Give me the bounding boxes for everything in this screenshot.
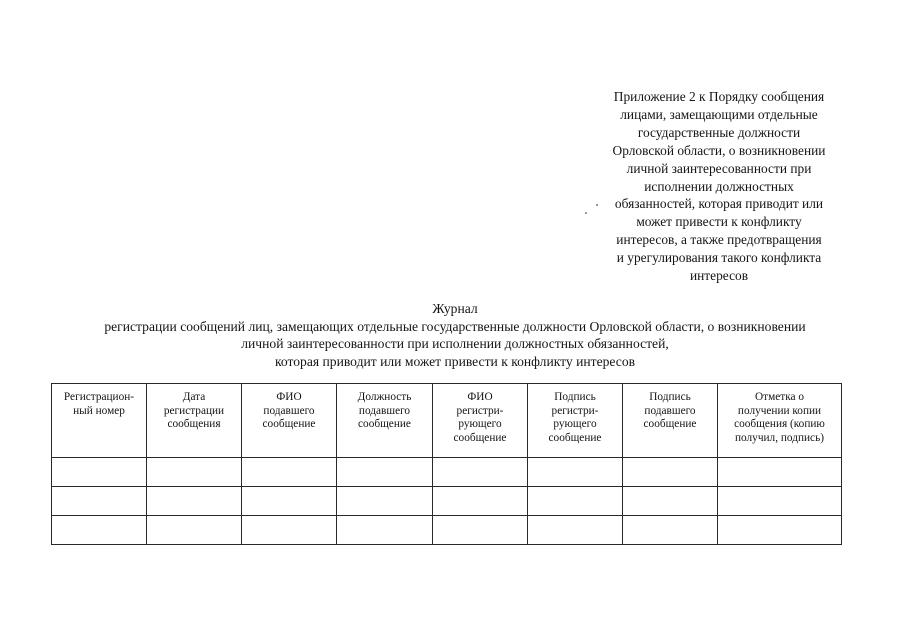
appendix-line: Приложение 2 к Порядку сообщения: [613, 89, 825, 104]
column-header-registration-number: Регистрацион- ный номер: [52, 384, 147, 458]
appendix-line: личной заинтересованности при: [626, 160, 812, 176]
appendix-line: Орловской области, о возникновении: [612, 142, 826, 158]
table-cell: [337, 487, 433, 516]
column-header-registration-date: Дата регистрации сообщения: [147, 384, 242, 458]
column-header-copy-receipt-mark: Отметка о получении копии сообщения (копию получил, подпись): [718, 384, 842, 458]
table-cell: [242, 487, 337, 516]
table-cell: [337, 516, 433, 545]
table-cell: [52, 516, 147, 545]
journal-table: [51, 383, 842, 545]
journal-subtitle-line: личной заинтересованности при исполнении должностных обязанностей,: [241, 336, 669, 352]
table-cell: [433, 516, 528, 545]
table-cell: [52, 487, 147, 516]
appendix-line: интересов, а также предотвращения: [616, 232, 822, 248]
appendix-line: может привести к конфликту: [636, 214, 802, 230]
table-row: [52, 487, 842, 516]
table-cell: [623, 458, 718, 487]
table-cell: [52, 458, 147, 487]
appendix-line: интересов: [689, 268, 749, 284]
table-cell: [623, 516, 718, 545]
table-cell: [528, 487, 623, 516]
appendix-note: [592, 88, 846, 285]
table-cell: [623, 487, 718, 516]
column-header-submitter-position: Должность подавшего сообщение: [337, 384, 433, 458]
scan-speck: [596, 204, 598, 206]
column-header-submitter-signature: Подпись подавшего сообщение: [623, 384, 718, 458]
column-header-registrar-signature: Подпись регистри- рующего сообщение: [528, 384, 623, 458]
table-cell: [718, 516, 842, 545]
table-cell: [433, 487, 528, 516]
appendix-line: государственные должности: [637, 124, 801, 140]
table-cell: [147, 487, 242, 516]
table-cell: [242, 458, 337, 487]
table-cell: [147, 516, 242, 545]
table-cell: [718, 458, 842, 487]
table-cell: [147, 458, 242, 487]
scan-speck: [585, 212, 587, 214]
column-header-registrar-name: ФИО регистри- рующего сообщение: [433, 384, 528, 458]
table-cell: [528, 458, 623, 487]
table-cell: [242, 516, 337, 545]
journal-heading: [40, 300, 870, 370]
journal-subtitle-line: которая приводит или может привести к конфликту интересов: [274, 353, 636, 369]
journal-subtitle-line: регистрации сообщений лиц, замещающих отдельные государственные должности Орловской области, о возникновении: [104, 318, 806, 334]
table-cell: [433, 458, 528, 487]
appendix-line: лицами, замещающими отдельные: [620, 106, 818, 122]
table-cell: [528, 516, 623, 545]
appendix-line: исполнении должностных: [644, 178, 794, 194]
appendix-line: обязанностей, которая приводит или: [614, 196, 824, 212]
appendix-line: и урегулирования такого конфликта: [616, 250, 822, 266]
table-cell: [337, 458, 433, 487]
table-cell: [718, 487, 842, 516]
table-row: [52, 516, 842, 545]
journal-title: Журнал: [432, 301, 478, 316]
table-header-row: [52, 384, 842, 458]
table-row: [52, 458, 842, 487]
column-header-submitter-name: ФИО подавшего сообщение: [242, 384, 337, 458]
